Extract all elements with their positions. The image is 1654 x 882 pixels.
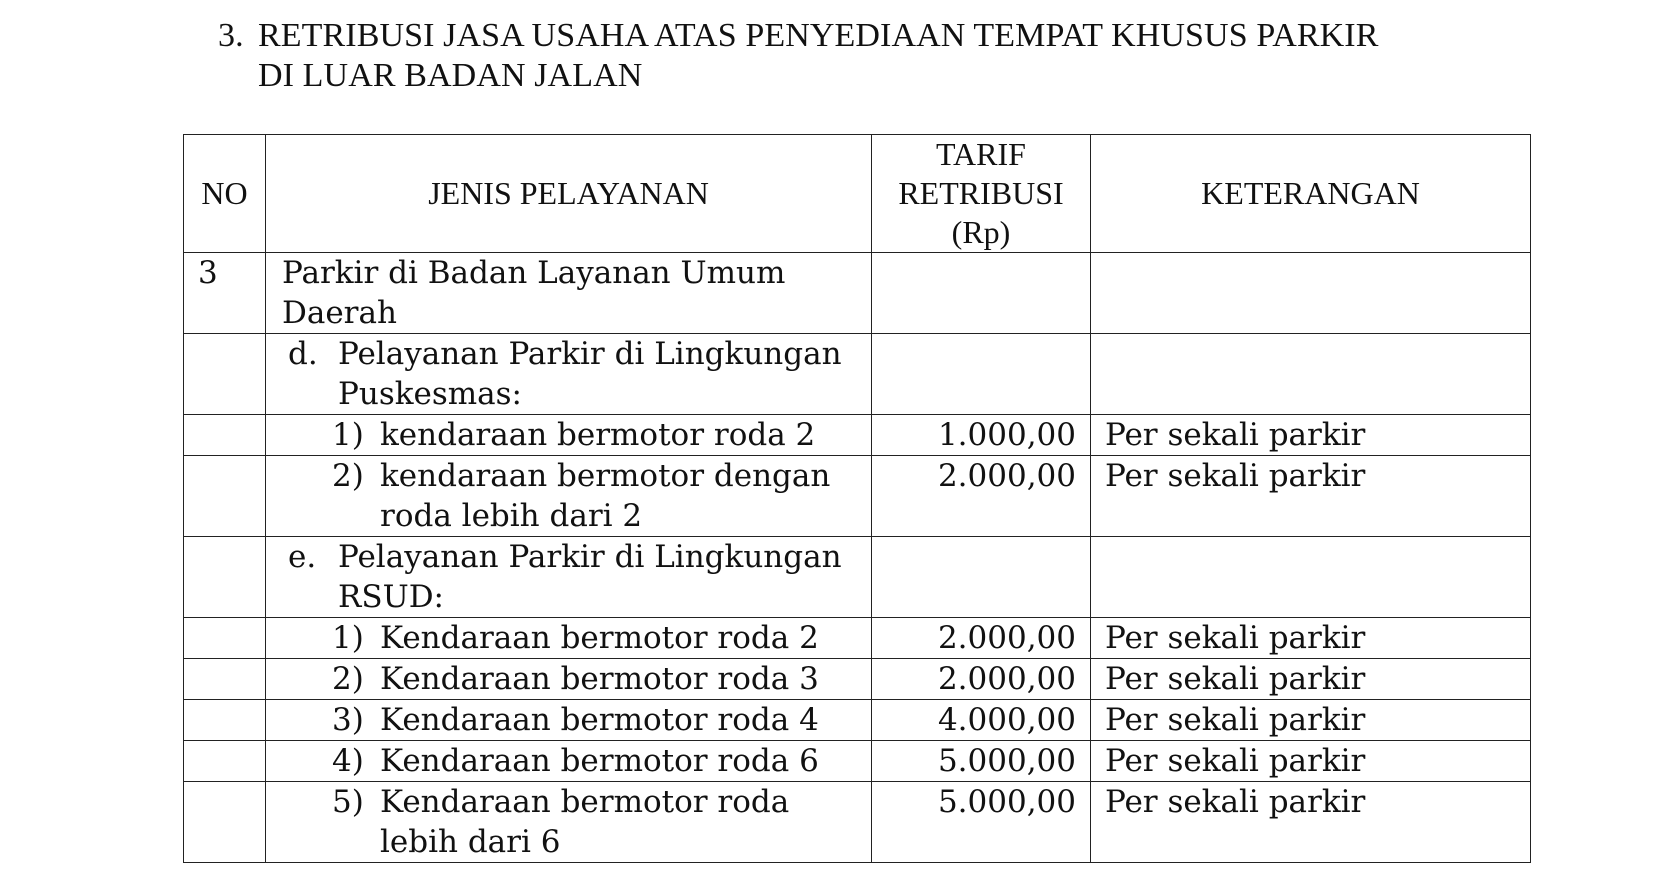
service-label: Kendaraan bermotor roda lebih dari 6	[380, 784, 790, 860]
item-marker: 2)	[332, 661, 364, 697]
section-number: 3.	[218, 17, 244, 54]
heading-line-2: DI LUAR BADAN JALAN	[258, 57, 643, 94]
cell-no	[184, 741, 266, 782]
cell-jenis	[266, 415, 872, 456]
header-no: NO	[184, 135, 266, 253]
cell-tarif	[872, 334, 1091, 415]
section-heading	[218, 16, 1379, 96]
cell-jenis	[266, 456, 872, 537]
heading-title-1: RETRIBUSI JASA USAHA ATAS PENYEDIAAN TEMPAT KHUSUS PARKIR	[258, 17, 1379, 54]
service-label: Kendaraan bermotor roda 3	[380, 661, 819, 697]
table-row	[184, 618, 1531, 659]
cell-no	[184, 700, 266, 741]
tariff-table	[183, 134, 1531, 863]
header-tarif-line-1: TARIF	[936, 136, 1026, 172]
cell-keterangan: Per sekali parkir	[1091, 618, 1531, 659]
table-header-row	[184, 135, 1531, 253]
heading-line-1	[218, 16, 1379, 56]
cell-keterangan: Per sekali parkir	[1091, 700, 1531, 741]
cell-keterangan: Per sekali parkir	[1091, 659, 1531, 700]
header-tarif-line-3: (Rp)	[951, 214, 1011, 250]
cell-no	[184, 659, 266, 700]
cell-no	[184, 456, 266, 537]
cell-jenis	[266, 253, 872, 334]
cell-keterangan	[1091, 253, 1531, 334]
cell-jenis	[266, 741, 872, 782]
cell-jenis	[266, 700, 872, 741]
table-row	[184, 456, 1531, 537]
cell-no	[184, 782, 266, 863]
cell-tarif: 4.000,00	[872, 700, 1091, 741]
table-row	[184, 537, 1531, 618]
cell-no	[184, 537, 266, 618]
cell-tarif	[872, 253, 1091, 334]
cell-tarif: 5.000,00	[872, 782, 1091, 863]
cell-jenis	[266, 537, 872, 618]
table-row	[184, 415, 1531, 456]
cell-jenis	[266, 618, 872, 659]
table-row	[184, 659, 1531, 700]
item-marker: 2)	[332, 458, 364, 494]
service-label: Pelayanan Parkir di Lingkungan RSUD:	[338, 539, 842, 615]
service-label: Pelayanan Parkir di Lingkungan Puskesmas:	[338, 336, 842, 412]
service-label: Kendaraan bermotor roda 6	[380, 743, 819, 779]
cell-no	[184, 618, 266, 659]
cell-tarif: 5.000,00	[872, 741, 1091, 782]
service-label: Parkir di Badan Layanan Umum Daerah	[282, 255, 786, 331]
cell-tarif	[872, 537, 1091, 618]
service-label: kendaraan bermotor roda 2	[380, 417, 816, 453]
cell-tarif: 2.000,00	[872, 659, 1091, 700]
cell-keterangan	[1091, 537, 1531, 618]
item-marker: 3)	[332, 702, 364, 738]
cell-keterangan	[1091, 334, 1531, 415]
cell-tarif: 2.000,00	[872, 456, 1091, 537]
cell-jenis	[266, 782, 872, 863]
cell-tarif: 1.000,00	[872, 415, 1091, 456]
item-marker: 1)	[332, 620, 364, 656]
cell-jenis	[266, 659, 872, 700]
cell-no	[184, 334, 266, 415]
cell-tarif: 2.000,00	[872, 618, 1091, 659]
cell-jenis	[266, 334, 872, 415]
service-label: Kendaraan bermotor roda 2	[380, 620, 819, 656]
header-tarif-retribusi	[872, 135, 1091, 253]
table-row	[184, 741, 1531, 782]
table-row	[184, 782, 1531, 863]
header-tarif-line-2: RETRIBUSI	[898, 175, 1064, 211]
item-marker: d.	[288, 336, 318, 372]
header-keterangan: KETERANGAN	[1091, 135, 1531, 253]
header-jenis-pelayanan: JENIS PELAYANAN	[266, 135, 872, 253]
cell-no: 3	[184, 253, 266, 334]
cell-keterangan: Per sekali parkir	[1091, 456, 1531, 537]
item-marker: 4)	[332, 743, 364, 779]
cell-no	[184, 415, 266, 456]
cell-keterangan: Per sekali parkir	[1091, 782, 1531, 863]
item-marker: 1)	[332, 417, 364, 453]
table-row	[184, 253, 1531, 334]
cell-keterangan: Per sekali parkir	[1091, 741, 1531, 782]
item-marker: 5)	[332, 784, 364, 820]
table-row	[184, 334, 1531, 415]
table-row	[184, 700, 1531, 741]
service-label: Kendaraan bermotor roda 4	[380, 702, 819, 738]
cell-keterangan: Per sekali parkir	[1091, 415, 1531, 456]
service-label: kendaraan bermotor dengan roda lebih dari 2	[380, 458, 831, 534]
item-marker: e.	[288, 539, 317, 575]
